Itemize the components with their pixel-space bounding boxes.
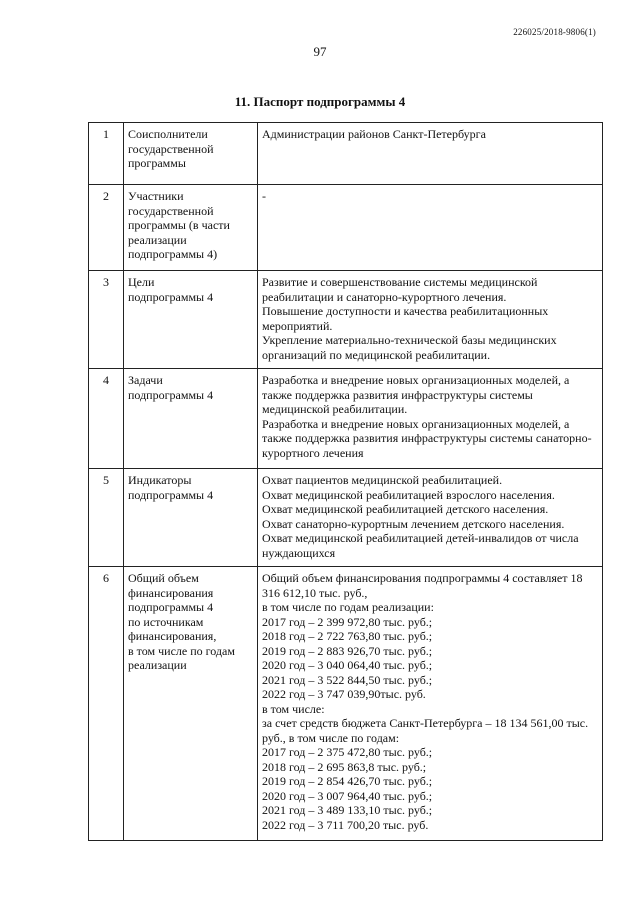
row-value xyxy=(258,123,603,185)
value-line: 2021 год – 3 522 844,50 тыс. руб.; xyxy=(262,672,433,687)
value-line: Укрепление материально-технической базы медицинских организаций по медицинской реабилитации. xyxy=(262,333,557,362)
value-line: 2020 год – 3 040 064,40 тыс. руб.; xyxy=(262,658,433,672)
row-value xyxy=(258,185,603,271)
row-label: Соисполнители государственной программы xyxy=(124,123,258,185)
row-number: 5 xyxy=(89,469,124,567)
value-line: 2021 год – 3 489 133,10 тыс. руб.; xyxy=(262,803,433,817)
value-line: Охват медицинской реабилитацией детей-инвалидов от числа нуждающихся xyxy=(262,531,579,560)
value-line: Повышение доступности и качества реабилитационных мероприятий. xyxy=(262,304,549,333)
table-row xyxy=(89,123,603,185)
value-line: Охват санаторно-курортным лечением детского населения. xyxy=(262,516,565,531)
row-label: Общий объем финансирования подпрограммы 4 по источникам финансирования, в том числе по годам реализации xyxy=(124,567,258,841)
value-line: 2018 год – 2 722 763,80 тыс. руб.; xyxy=(262,629,433,643)
row-number: 2 xyxy=(89,185,124,271)
row-label: Индикаторы подпрограммы 4 xyxy=(124,469,258,567)
row-number: 1 xyxy=(89,123,124,185)
value-line: Разработка и внедрение новых организационных моделей, а также поддержка развития инфраструктуры системы санаторно-курортного лечения xyxy=(262,416,592,460)
value-line: - xyxy=(262,189,266,203)
page-number: 97 xyxy=(313,44,327,59)
value-line: Охват пациентов медицинской реабилитацией. xyxy=(262,473,503,487)
value-line: 2017 год – 2 399 972,80 тыс. руб.; xyxy=(262,614,433,629)
value-line: 2022 год – 3 747 039,90тыс. руб. xyxy=(262,687,426,701)
row-label: Задачи подпрограммы 4 xyxy=(124,369,258,469)
value-line: за счет средств бюджета Санкт-Петербурга – 18 134 561,00 тыс. руб., в том числе по годам: xyxy=(262,716,589,745)
value-line: 2018 год – 2 695 863,8 тыс. руб.; xyxy=(262,759,427,774)
value-line: 2019 год – 2 883 926,70 тыс. руб.; xyxy=(262,643,433,658)
row-label: Участники государственной программы (в части реализации подпрограммы 4) xyxy=(124,185,258,271)
table-row xyxy=(89,271,603,369)
value-line: 2017 год – 2 375 472,80 тыс. руб.; xyxy=(262,745,433,759)
table-row xyxy=(89,567,603,841)
table-row xyxy=(89,369,603,469)
value-line: Развитие и совершенствование системы медицинской реабилитации и санаторно-курортного лечения. xyxy=(262,275,538,304)
value-line: 2022 год – 3 711 700,20 тыс. руб. xyxy=(262,817,429,832)
row-value xyxy=(258,369,603,469)
value-line: Охват медицинской реабилитацией детского населения. xyxy=(262,502,549,516)
row-value xyxy=(258,469,603,567)
value-line: в том числе по годам реализации: xyxy=(262,600,434,614)
value-line: Общий объем финансирования подпрограммы 4 составляет 18 316 612,10 тыс. руб., xyxy=(262,571,583,600)
row-number: 6 xyxy=(89,567,124,841)
row-value xyxy=(258,271,603,369)
doc-number: 226025/2018-9806(1) xyxy=(513,27,596,37)
row-label: Цели подпрограммы 4 xyxy=(124,271,258,369)
section-title: 11. Паспорт подпрограммы 4 xyxy=(234,94,406,109)
value-line: 2020 год – 3 007 964,40 тыс. руб.; xyxy=(262,788,433,803)
value-line: 2019 год – 2 854 426,70 тыс. руб.; xyxy=(262,774,433,788)
value-line: Охват медицинской реабилитацией взрослого населения. xyxy=(262,487,555,502)
value-line: Разработка и внедрение новых организационных моделей, а также поддержка развития инфраструктуры системы медицинской реабилитации. xyxy=(262,373,570,416)
value-line: в том числе: xyxy=(262,701,325,716)
passport-table xyxy=(88,122,603,841)
row-value xyxy=(258,567,603,841)
table-row xyxy=(89,185,603,271)
row-number: 3 xyxy=(89,271,124,369)
value-line: Администрации районов Санкт-Петербурга xyxy=(262,127,486,141)
table-row xyxy=(89,469,603,567)
row-number: 4 xyxy=(89,369,124,469)
